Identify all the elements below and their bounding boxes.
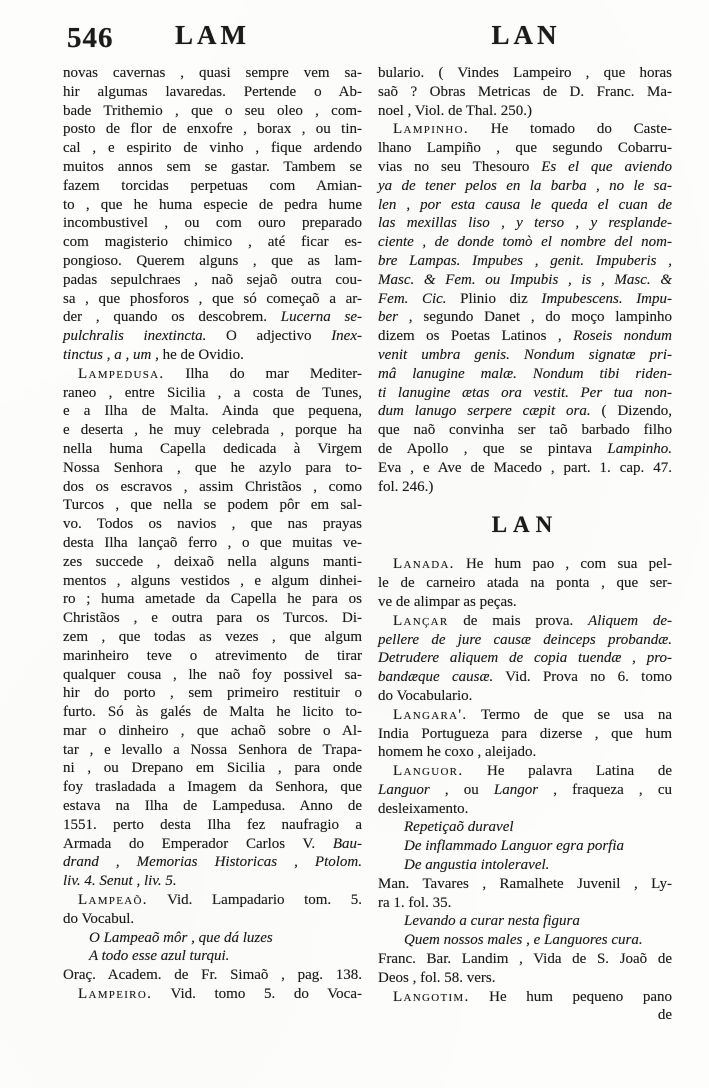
- text-line: [63, 853, 362, 872]
- text-line: [63, 666, 362, 685]
- text-line: [63, 290, 362, 309]
- text-line: [378, 856, 672, 875]
- text-segment: do Vocabulario.: [378, 687, 473, 704]
- text-line: [378, 649, 672, 668]
- text-segment: Detrudere aliquem de copia tuendæ , pro-: [378, 650, 672, 667]
- text-segment: Impubescens. Impu-: [541, 290, 673, 307]
- text-line: [378, 781, 672, 800]
- text-segment: fol. 246.): [378, 478, 434, 495]
- text-line: [63, 252, 362, 271]
- text-line: [63, 120, 362, 139]
- text-segment: Oraç. Academ. de Fr. Simaõ , pag. 138.: [63, 967, 362, 984]
- text-line: [63, 196, 362, 215]
- text-segment: desta Ilha lançaõ ferro , o que muitas ve-: [63, 534, 362, 551]
- entry-lampedusa: [63, 365, 362, 891]
- text-line: [378, 177, 672, 196]
- text-segment: padas sepulchraes , naõ sejaõ outra cou-: [63, 271, 362, 288]
- text-segment: mâ lanugine malæ. Nondum tibi riden-: [378, 365, 672, 382]
- text-line: [63, 365, 362, 384]
- text-line: [63, 346, 362, 365]
- text-segment: cal , e espirito de vinho , fique ardendo: [63, 140, 362, 157]
- text-line: [63, 985, 362, 1004]
- entry-headword: Lampinho.: [393, 121, 469, 138]
- text-segment: Vid. tomo 5. do Voca-: [152, 986, 362, 1003]
- text-line: [378, 83, 672, 102]
- text-segment: estava na Ilha de Lampedusa. Anno de: [63, 798, 362, 815]
- text-segment: ciente , de donde tomò el nombre del nom-: [378, 234, 672, 251]
- text-segment: Ilha do mar Mediter-: [164, 365, 362, 382]
- text-line: [63, 872, 362, 891]
- text-segment: hir algumas lavaredas. Pertende o Ab-: [63, 83, 362, 100]
- text-line: [378, 384, 672, 403]
- text-line: [378, 969, 672, 988]
- text-segment: ( Dizendo,: [590, 403, 673, 420]
- text-segment: A todo esse azul turqui.: [89, 948, 230, 965]
- citation: [63, 966, 362, 985]
- text-line: [63, 722, 362, 741]
- text-segment: Franc. Bar. Landim , Vida de S. Joaõ de: [378, 951, 672, 968]
- text-segment: to , que he huma especie de pedra hume: [63, 196, 362, 213]
- text-line: [63, 553, 362, 572]
- entry-headword: Languor.: [393, 763, 464, 780]
- entry-headword: Lampedusa.: [78, 365, 165, 382]
- text-segment: noel , Viol. de Thal. 250.): [378, 102, 532, 119]
- text-segment: ya de tener pelos en la barba , no le sa-: [378, 177, 672, 194]
- text-segment: e a Ilha de Malta. Ainda que pequena,: [63, 403, 362, 420]
- text-line: [63, 459, 362, 478]
- running-title-lam: LAM: [175, 20, 250, 50]
- text-line: [63, 684, 362, 703]
- text-segment: he de Ovidio.: [158, 346, 244, 363]
- text-line: [378, 762, 672, 781]
- text-line: [63, 572, 362, 591]
- text-line: [63, 384, 362, 403]
- text-segment: 1551. perto desta Ilha fez naufragio a: [63, 816, 362, 833]
- text-segment: novas cavernas , quasi sempre vem sa-: [63, 65, 362, 81]
- text-segment: nella huma Capella dedicada à Virgem: [63, 440, 362, 457]
- text-segment: , fraqueza , cu: [538, 781, 672, 798]
- text-line: [63, 308, 362, 327]
- text-segment: Repetiçaõ duravel: [404, 819, 514, 836]
- text-segment: Vid. Lampadario tom. 5.: [147, 892, 362, 909]
- text-line: [378, 290, 672, 309]
- text-segment: zem , que todas as vezes , que algum: [63, 628, 362, 645]
- text-line: [378, 120, 672, 139]
- text-segment: ro ; huma ametade da Capella he para os: [63, 591, 362, 608]
- running-title-lan: LAN: [491, 20, 561, 50]
- verse-quote: [63, 929, 362, 967]
- text-line: [378, 1006, 672, 1025]
- text-segment: liv. 4. Senut , liv. 5.: [63, 873, 177, 890]
- text-segment: desleixamento.: [378, 800, 469, 817]
- verse-quote: [378, 912, 672, 950]
- text-line: [378, 308, 672, 327]
- text-segment: len , por esta causa le queda el cuan de: [378, 196, 672, 213]
- text-segment: Vid. Prova no 6. tomo: [493, 669, 672, 686]
- text-line: [378, 894, 672, 913]
- text-line: [63, 64, 362, 83]
- text-segment: ve de alimpar as peças.: [378, 593, 517, 610]
- text-segment: de mais prova.: [448, 612, 589, 629]
- text-line: [378, 574, 672, 593]
- text-line: [63, 496, 362, 515]
- text-line: [378, 612, 672, 631]
- text-line: [378, 64, 672, 83]
- text-segment: De inflammado Languor egra porfia: [404, 838, 625, 855]
- text-segment: venit umbra genis. Nondum signatæ pri-: [378, 346, 672, 363]
- text-segment: pongioso. Querem alguns , que as lam-: [63, 252, 362, 269]
- text-segment: bade Trithemio , que o seu oleo , com-: [63, 102, 362, 119]
- entry-langara: [378, 706, 672, 762]
- text-line: [63, 214, 362, 233]
- text-segment: dum lanugo serpere cæpit ora.: [378, 403, 591, 420]
- text-line: [63, 966, 362, 985]
- text-line: [378, 512, 672, 541]
- text-line: [378, 743, 672, 762]
- entry-continuation-lampeiro: [378, 64, 672, 120]
- text-segment: Fem. Cic.: [378, 290, 461, 307]
- text-segment: He tomado do Caste-: [468, 121, 672, 138]
- text-line: [63, 158, 362, 177]
- text-line: [378, 459, 672, 478]
- text-line: [63, 647, 362, 666]
- entry-languor: [378, 762, 672, 818]
- text-segment: que naõ convinha ser taõ barbado filho: [378, 422, 672, 439]
- entry-headword: Lampeaõ.: [78, 892, 148, 909]
- text-line: [378, 440, 672, 459]
- text-segment: tar , e levallo a Nossa Senhora de Trapa-: [63, 741, 362, 758]
- text-segment: dizem os Poetas Latinos ,: [378, 328, 574, 345]
- text-segment: Lucerna se-: [280, 309, 362, 326]
- text-line: [63, 271, 362, 290]
- text-segment: Languor: [378, 781, 430, 798]
- text-line: [378, 837, 672, 856]
- text-line: [378, 818, 672, 837]
- text-segment: O Lampeaõ môr , que dá luzes: [89, 929, 273, 946]
- entry-continuation-lampada: [63, 64, 362, 365]
- text-segment: bre Lampas. Impubes , genit. Impuberis ,: [378, 252, 672, 269]
- text-line: [63, 402, 362, 421]
- text-line: [378, 158, 672, 177]
- text-segment: Man. Tavares , Ramalhete Juvenil , Ly-: [378, 875, 672, 892]
- page-number: 546: [67, 22, 114, 54]
- text-segment: der , quando os descobrem.: [63, 309, 281, 326]
- text-segment: Roseis nondum: [573, 328, 672, 345]
- text-segment: Deos , fol. 58. vers.: [378, 969, 496, 986]
- text-segment: ra 1. fol. 35.: [378, 894, 452, 911]
- text-line: [378, 912, 672, 931]
- text-segment: las mexillas liso , y terso , y resplande-: [378, 215, 672, 232]
- text-segment: furto. Só às galés de Malta he licito to-: [63, 704, 362, 721]
- text-line: [378, 593, 672, 612]
- text-segment: Masc. & Fem. ou Impubis , is , Masc. &: [378, 271, 672, 288]
- text-segment: do Vocabul.: [63, 910, 135, 927]
- text-line: [63, 590, 362, 609]
- entry-headword: Langara'.: [393, 706, 468, 723]
- text-segment: Bau-: [332, 835, 362, 852]
- text-line: [63, 703, 362, 722]
- text-segment: com magisterio chimico , até ficar es-: [63, 234, 362, 251]
- text-segment: Lampinho.: [607, 440, 672, 457]
- entry-headword: Lampeiro.: [78, 986, 153, 1003]
- text-line: [378, 402, 672, 421]
- text-segment: mar o dinheiro , que achaõ sobre o Al-: [63, 722, 362, 739]
- text-segment: foy trasladada a Imagem da Senhora, que: [63, 779, 362, 796]
- text-line: [378, 252, 672, 271]
- text-line: [63, 816, 362, 835]
- text-segment: saõ ? Obras Metricas de D. Franc. Ma-: [378, 83, 672, 100]
- text-segment: De angustia intoleravel.: [404, 857, 550, 874]
- citation: [378, 875, 672, 913]
- text-line: [378, 950, 672, 969]
- text-line: [378, 631, 672, 650]
- text-line: [63, 929, 362, 948]
- text-segment: sa , que phosforos , que só começaõ a ar-: [63, 290, 362, 307]
- text-line: [63, 478, 362, 497]
- text-segment: Inex-: [331, 328, 362, 345]
- text-segment: pulchralis inextincta.: [63, 328, 207, 345]
- text-segment: vias no seu Thesouro: [378, 158, 542, 175]
- text-segment: tinctus , a , um ,: [63, 346, 159, 363]
- text-line: [63, 741, 362, 760]
- text-segment: drand , Memorias Historicas , Ptolom.: [63, 854, 362, 871]
- text-segment: LAN: [491, 512, 559, 538]
- entry-lampeao: [63, 891, 362, 929]
- text-segment: incombustivel , ou com ouro preparado: [63, 215, 362, 232]
- text-line: [378, 725, 672, 744]
- running-head: [63, 18, 673, 58]
- text-line: [378, 139, 672, 158]
- text-line: [378, 668, 672, 687]
- text-segment: qualquer cousa , lhe naõ foy possivel sa-: [63, 666, 362, 683]
- text-line: [378, 102, 672, 121]
- text-line: [63, 891, 362, 910]
- text-segment: marinheiro teve o atrevimento de tirar: [63, 647, 362, 664]
- text-segment: mentos , alguns vestidos , e algum dinhei-: [63, 572, 362, 589]
- text-line: [63, 327, 362, 346]
- text-segment: He hum pequeno pano: [469, 988, 672, 1005]
- text-line: [378, 988, 672, 1007]
- text-segment: hir do porto , sem primeiro restituir o: [63, 685, 362, 702]
- text-line: [63, 778, 362, 797]
- text-line: [63, 534, 362, 553]
- text-line: [378, 421, 672, 440]
- text-segment: Es el que aviendo: [541, 158, 672, 175]
- text-line: [378, 233, 672, 252]
- text-segment: zes succede , deixaõ nella alguns manti-: [63, 553, 362, 570]
- text-segment: Turcos , que nella se podem pôr em sal-: [63, 497, 362, 514]
- text-line: [63, 102, 362, 121]
- text-line: [378, 706, 672, 725]
- text-segment: fazem torcidas perpetuas com Amian-: [63, 177, 362, 194]
- column-right: [378, 64, 672, 1025]
- text-segment: homem he coxo , aleijado.: [378, 744, 537, 761]
- text-segment: ti lanugine ætas ora vestit. Per tua non-: [378, 384, 672, 401]
- text-segment: O adjectivo: [206, 328, 332, 345]
- column-left: [63, 64, 362, 1025]
- text-segment: Langor: [493, 781, 539, 798]
- text-line: [378, 271, 672, 290]
- text-segment: India Portugueza para dizerse , que hum: [378, 725, 672, 742]
- text-line: [63, 421, 362, 440]
- text-line: [63, 835, 362, 854]
- text-segment: ni , ou Drepano em Sicilia , para onde: [63, 760, 362, 777]
- text-line: [63, 759, 362, 778]
- entry-lampeiro: [63, 985, 362, 1004]
- text-segment: ber ,: [378, 309, 413, 326]
- text-segment: e deserta , he muy celebrada , porque ha: [63, 422, 362, 439]
- text-segment: He hum pao , com sua pel-: [454, 556, 672, 573]
- text-segment: vo. Todos os navios , que nas prayas: [63, 516, 362, 533]
- text-segment: posto de flor de enxofre , borax , ou tin-: [63, 121, 362, 138]
- text-segment: dos os escravos , assim Christãos , como: [63, 478, 362, 495]
- text-line: [63, 910, 362, 929]
- text-segment: segundo Danet , do moço lampinho: [412, 309, 672, 326]
- text-line: [378, 800, 672, 819]
- text-line: [378, 555, 672, 574]
- text-columns: [63, 64, 672, 1025]
- entry-lampinho: [378, 120, 672, 496]
- citation: [378, 950, 672, 988]
- text-line: [63, 947, 362, 966]
- text-segment: pellere de jure causæ deinceps probandæ.: [378, 631, 672, 648]
- text-segment: Termo de que se usa na: [467, 706, 672, 723]
- text-line: [63, 609, 362, 628]
- entry-headword: Lanada.: [393, 556, 455, 573]
- text-segment: He palavra Latina de: [463, 763, 672, 780]
- text-line: [63, 177, 362, 196]
- text-segment: de: [657, 1007, 672, 1024]
- text-line: [63, 440, 362, 459]
- text-line: [63, 83, 362, 102]
- section-heading-lan: [378, 512, 672, 541]
- text-line: [63, 515, 362, 534]
- text-line: [378, 327, 672, 346]
- text-segment: Levando a curar nesta figura: [404, 913, 580, 930]
- text-line: [378, 875, 672, 894]
- entry-lancar: [378, 612, 672, 706]
- text-line: [378, 687, 672, 706]
- text-segment: lhano Lampiño , que segundo Cobarru-: [378, 140, 672, 157]
- text-line: [63, 233, 362, 252]
- text-line: [378, 931, 672, 950]
- text-segment: Nossa Senhora , que he azylo para to-: [63, 459, 362, 476]
- text-segment: bandæque causæ.: [378, 669, 494, 686]
- verse-quote: [378, 818, 672, 874]
- entry-lanada: [378, 555, 672, 611]
- text-segment: bulario. ( Vindes Lampeiro , que horas: [378, 65, 672, 81]
- text-segment: le de carneiro atada na ponta , que ser-: [378, 575, 672, 592]
- text-segment: Quem nossos males , e Languores cura.: [404, 932, 643, 949]
- text-line: [63, 628, 362, 647]
- text-line: [378, 478, 672, 497]
- text-segment: Eva , e Ave de Macedo , part. 1. cap. 47.: [378, 459, 672, 476]
- entry-langotim: [378, 988, 672, 1026]
- text-segment: Armada do Emperador Carlos V.: [63, 835, 333, 852]
- text-line: [378, 214, 672, 233]
- text-segment: Aliquem de-: [588, 612, 673, 629]
- text-line: [63, 139, 362, 158]
- text-segment: , ou: [429, 781, 494, 798]
- text-segment: muitos annos sem se gastar. Tambem se: [63, 158, 362, 175]
- entry-headword: Lançar: [393, 612, 449, 629]
- text-segment: Christãos , e outra para os Turcos. Di-: [63, 610, 362, 627]
- text-segment: de Apollo , que se pintava: [378, 440, 608, 457]
- text-line: [378, 196, 672, 215]
- entry-headword: Langotim.: [393, 988, 470, 1005]
- text-line: [378, 346, 672, 365]
- text-segment: Plinio diz: [460, 290, 542, 307]
- text-line: [63, 797, 362, 816]
- text-segment: raneo , entre Sicilia , a costa de Tunes,: [63, 384, 362, 401]
- text-line: [378, 365, 672, 384]
